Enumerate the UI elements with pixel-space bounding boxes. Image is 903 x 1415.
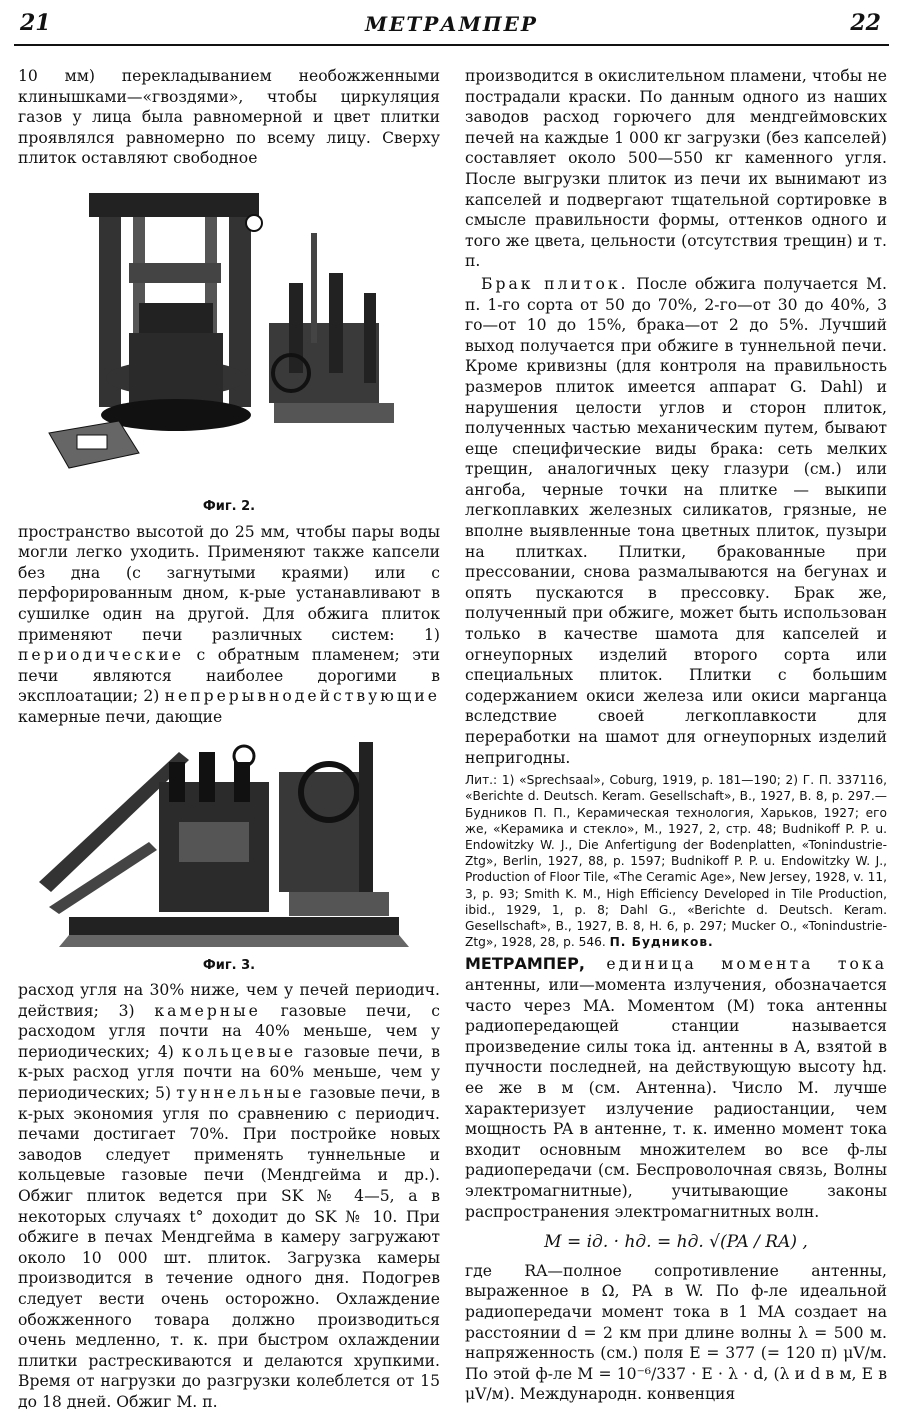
- p3-spaced-ring: кольцевые: [181, 1042, 297, 1061]
- p3-text-mid-1: газовые печи, с расходом угля почти на 40% меньше, чем у периодических; 4): [18, 1001, 440, 1061]
- metramper-entry: [465, 954, 887, 1222]
- p2-spaced-continuous: непрерывнодействующие: [164, 687, 440, 706]
- left-paragraph-3: [18, 980, 440, 1412]
- p2-text-end: камерные печи, дающие: [18, 707, 223, 726]
- after-formula-text: где RA—полное сопротивление антенны, выраженное в Ω, PA в W. По ф-ле идеальной радиопередачи момент тока в 1 MA создает на расстоянии d = 2 км при длине волны λ = 500 м. напряженность (см.) поля E = 377 (= 120 π) μV/м. По этой ф-ле M = 10⁻⁶/337 · E · λ · d, (λ и d в м, E в μV/м). Международн. конвенция: [465, 1261, 887, 1404]
- entry-definition-spaced: единица момента тока: [606, 955, 887, 974]
- left-paragraph-2: [18, 522, 440, 728]
- p3-text-mid-2: газовые печи, в к-рых расход угля почти на 60% меньше, чем у периодических; 5): [18, 1042, 440, 1103]
- p2-text-mid: с обратным пламенем; эти печи являются наиболее дорогими в эксплоатации; 2): [18, 646, 440, 706]
- author-signature: П. Будников.: [609, 935, 714, 950]
- literature-text: Лит.: 1) «Sprechsaal», Coburg, 1919, p. 181—190; 2) Г. П. 337116, «Berichte d. Deutsch. Keram. Gesellschaft», B., 1927, B. 8, p. 297.—Будников П. П., Керамическая технология, Харьков, 1927; его же, «Керамика и стекло», М., 1927, 2, стр. 48; Budnikoff P. P. u. Endowitzky W. J., Die Anfertigung der Bodenplatten, «Tonindustrie-Ztg», Berlin, 1927, 88, p. 1597; Budnikoff P. P. u. Endowitzky W. J., Production of Floor Tile, «The Ceramic Age», New Jersey, 1928, v. 11, 3, p. 93; Smith K. M., High Efficiency Developed in Tile Production, ibid., 1929, 1, p. 8; Dahl G., «Berichte d. Deutsch. Keram. Gesellschaft», B., 1927, B. 8, H. 6, p. 297; Mucker O., «Tonindustrie-Ztg», 1928, 28, p. 546.: [465, 773, 887, 950]
- page-header: [0, 0, 903, 44]
- moment-formula: M = iд. · hд. = hд. √(PA / RA) ,: [544, 1232, 808, 1253]
- running-title: МЕТРАМПЕР: [365, 12, 538, 36]
- figure-2: [18, 173, 440, 518]
- p2-spaced-periodic: периодические: [18, 646, 185, 665]
- p3-spaced-chamber: камерные: [154, 1001, 261, 1020]
- entry-term: МЕТРАМПЕР,: [465, 954, 585, 974]
- defects-heading: Брак плиток.: [481, 274, 629, 293]
- p2-text-start: пространство высотой до 25 мм, чтобы пары воды могли легко уходить. Применяют также капсели без дна (с загнутыми краями) или с перфорированным дном, к-рые устанавливают в сушилке один на другой. Для обжига плиток применяют печи различных систем: 1): [18, 522, 440, 644]
- p3-text-start: расход угля на 30% ниже, чем у печей периодич. действия; 3): [18, 981, 440, 1020]
- figure-2-caption: Фиг. 2.: [202, 498, 256, 514]
- p3-spaced-tunnel: туннельные: [176, 1084, 305, 1103]
- kiln-machine-illustration: [29, 732, 429, 954]
- page-number-left: 21: [20, 10, 51, 36]
- press-machine-illustration: [29, 173, 429, 495]
- right-column: [465, 66, 887, 1407]
- left-column: [18, 66, 440, 1415]
- defects-text: После обжига получается М. п. 1-го сорта от 50 до 70%, 2-го—от 30 до 40%, 3 го—от 10 до 15%, брака—от 2 до 5%. Лучший выход получается при обжиге в туннельной печи. Кроме кривизны (для контроля на правильность размеров плиток имеется аппарат G. Dahl) и нарушения целости углов и сторон плиток, полученных частью механическим путем, бывают еще специфические виды брака: сеть мелких трещин, аналогичных цеку глазури (см.) или ангоба, черные точки на плитке — выкипи легкоплавких железных силикатов, грязные, не вполне выявленные тона цветных плиток, пузыри на плитках. Плитки, бракованные при прессовании, снова размалываются на бегунах и опять пускаются в прессовку. Брак же, полученный при обжиге, может быть использован только в качестве шамота для капселей и огнеупорных изделий второго сорта или специальных плиток. Плитки с большим содержанием окиси железа или окиси марганца вследствие своей легкоплавкости для переработки на шамот для огнеупорных изделий непригодны.: [465, 274, 887, 767]
- page-number-right: 22: [850, 10, 881, 36]
- right-paragraph-1: производится в окислительном пламени, чтобы не пострадали краски. По данным одного из наших заводов расход горючего для мендгеймовских печей на каждые 1 000 кг загрузки (без капселей) составляет около 500—550 кг каменного угля. После выгрузки плиток из печи их вынимают из капселей и подвергают тщательной сортировке в смысле правильности формы, оттенков одного и того же цвета, цельности (отсутствия трещин) и т. п.: [465, 67, 887, 271]
- figure-3-caption: Фиг. 3.: [202, 957, 256, 973]
- left-paragraph-1: 10 мм) перекладыванием необожженными клинышками—«гвоздями», чтобы циркуляция газов у лица была равномерной и цвет плитки проявлялся равномерно по всему лицу. Сверху плиток оставляют свободное: [18, 67, 440, 168]
- header-rule: [14, 44, 889, 46]
- literature-references: [465, 772, 887, 950]
- p3-text-end: газовые печи, в к-рых экономия угля по сравнению с периодич. печами достигает 70%. При постройке новых заводов следует применять туннельные и кольцевые газовые печи (Мендгейма и др.). Обжиг плиток ведется при SK № 4—5, а в некоторых случаях t° доходит до SK № 10. При обжиге в печах Мендгейма в камеру загружают около 10 000 шт. плиток. Загрузка камеры производится в течение одного дня. Подогрев следует вести очень осторожно. Охлаждение обожженного товара должно производиться очень медленно, т. к. при быстром охлаждении плитки растрескиваются и делаются хрупкими. Время от нагрузки до разгрузки колеблется от 15 до 18 дней. Обжиг М. п.: [18, 1084, 440, 1411]
- right-paragraph-2: [465, 274, 887, 768]
- figure-3: [18, 732, 440, 977]
- entry-text: антенны, или—момента излучения, обозначается часто через MA. Моментом (M) тока антенны радиопередающей станции называется произведение силы тока iд. антенны в А, взятой в пучности последней, на действующую высоту hд. ее же в м (см. Антенна). Число М. лучше характеризует излучение радиостанции, чем мощность PA в антенне, т. к. именно момент тока входит основным множителем во все ф-лы радиопередачи (см. Беспроволочная связь, Волны электромагнитные), учитывающие законы распространения электромагнитных волн.: [465, 976, 887, 1221]
